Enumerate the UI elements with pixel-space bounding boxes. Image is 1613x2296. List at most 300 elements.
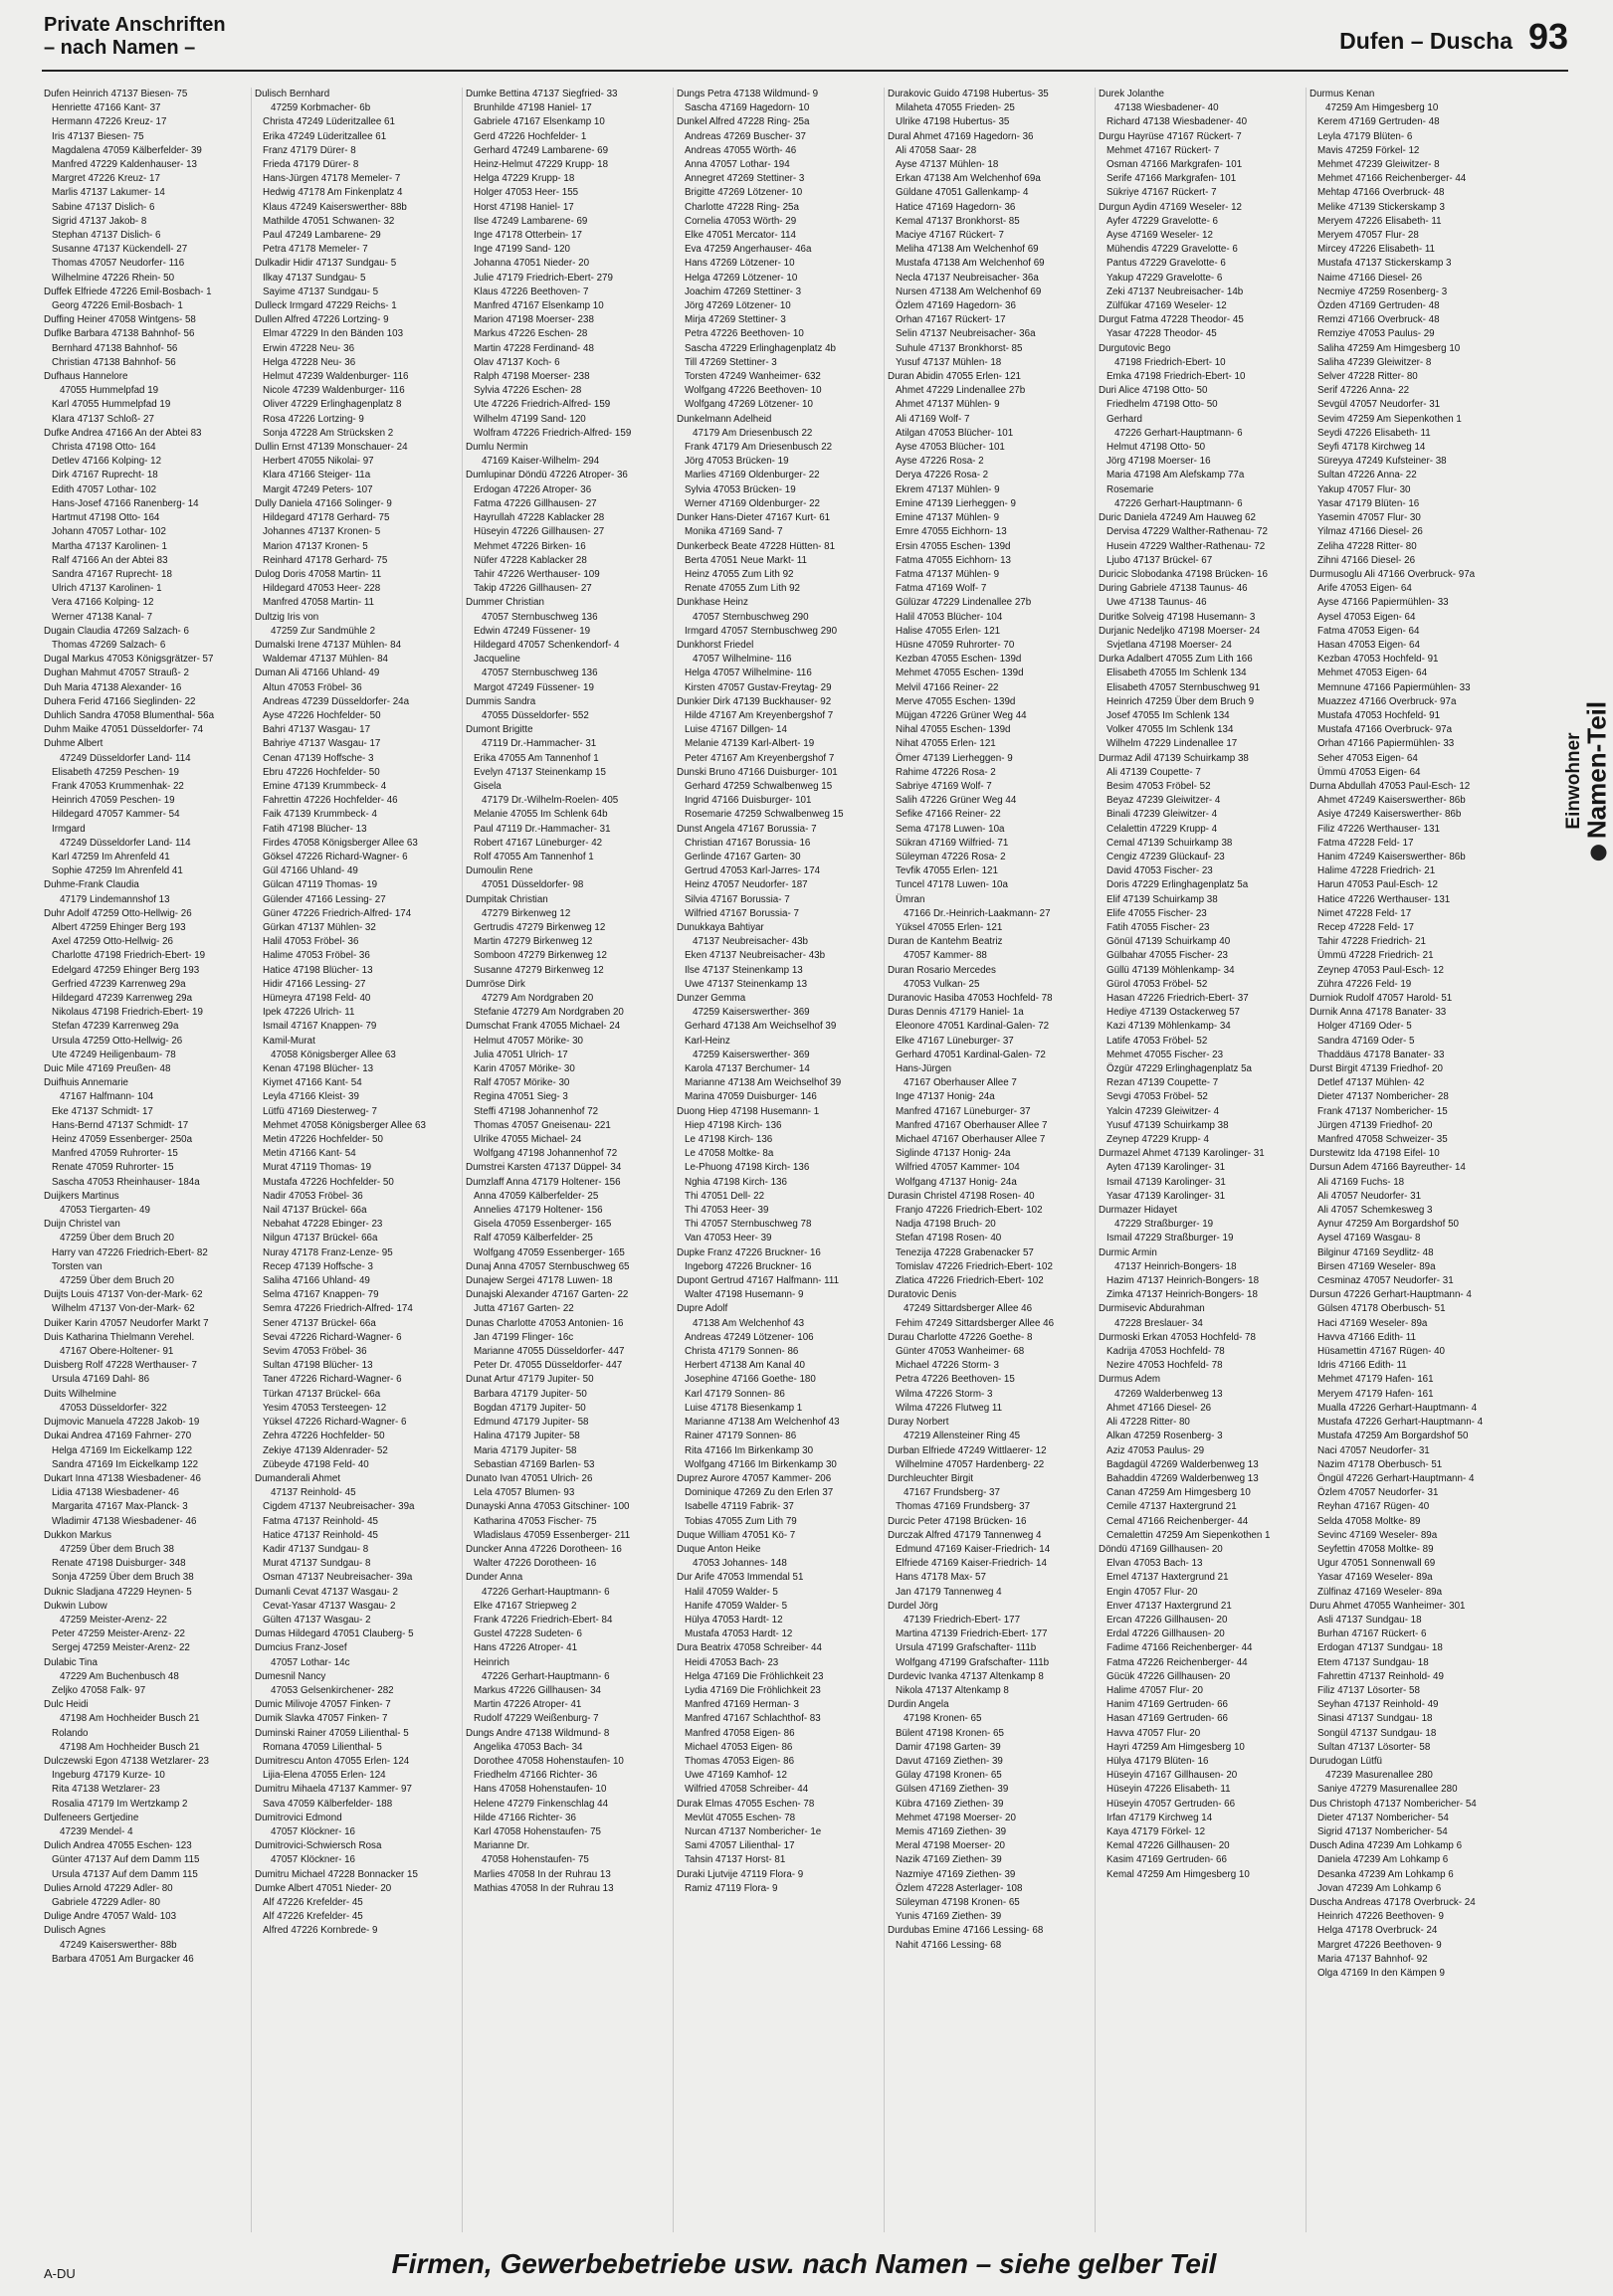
directory-entry: Memis 47169 Ziethen- 39	[896, 1825, 1007, 1837]
directory-entry: Dumik Slavka 47057 Finken- 7	[255, 1713, 388, 1725]
directory-entry: Dufhaus Hannelore	[44, 371, 128, 383]
directory-entry: Ayse 47137 Mühlen- 18	[896, 159, 999, 171]
directory-entry: Margit 47249 Peters- 107	[263, 483, 373, 495]
directory-entry: Dieter 47137 Nombericher- 28	[1317, 1091, 1449, 1103]
directory-entry: Kazi 47139 Möhlenkamp- 34	[1107, 1021, 1231, 1033]
directory-entry: Müjgan 47226 Grüner Weg 44	[896, 709, 1027, 721]
directory-entry: Dulige Andre 47057 Wald- 103	[44, 1911, 177, 1923]
directory-entry: Sevim 47259 Am Siepenkothen 1	[1317, 413, 1462, 425]
directory-entry: Sinasi 47137 Sundgau- 18	[1317, 1713, 1433, 1725]
directory-entry: Halil 47053 Fröbel- 36	[263, 936, 359, 948]
directory-entry: Gönül 47139 Schuirkamp 40	[1107, 936, 1231, 948]
directory-entry: Hatice 47169 Hagedorn- 36	[896, 201, 1016, 213]
directory-entry: Duhlich Sandra 47058 Blumenthal- 56a	[44, 709, 215, 721]
directory-entry: Seyfi 47178 Kirchweg 14	[1317, 442, 1426, 454]
directory-entry: Wolfgang 47059 Essenberger- 165	[474, 1246, 625, 1258]
directory-entry: Duijts Louis 47137 Von-der-Mark- 62	[44, 1289, 203, 1301]
directory-entry: Ilse 47249 Lambarene- 69	[474, 215, 588, 227]
directory-entry: Sylvia 47053 Brücken- 19	[685, 483, 796, 495]
directory-entry: Halil 47053 Blücher- 104	[896, 611, 1003, 623]
directory-entry: Herbert 47055 Nikolai- 97	[263, 456, 374, 468]
directory-entry: Gabriele 47229 Adler- 80	[52, 1897, 160, 1908]
directory-entry: Durmaz Adil 47139 Schuirkamp 38	[1099, 752, 1249, 764]
directory-entry: Marianne 47138 Am Weichselhof 39	[685, 1077, 842, 1089]
directory-entry: Walter 47198 Husemann- 9	[685, 1289, 804, 1301]
directory-entry: Mualla 47226 Gerhart-Hauptmann- 4	[1317, 1402, 1478, 1414]
directory-entry: Duran Abidin 47055 Erlen- 121	[888, 371, 1021, 383]
directory-entry: 47198 Am Hochheider Busch 21	[60, 1741, 200, 1753]
directory-entry: Marlies 47169 Oldenburger- 22	[685, 470, 820, 481]
directory-entry: Peter 47259 Meister-Arenz- 22	[52, 1628, 185, 1640]
directory-entry: Nuray 47178 Franz-Lenze- 95	[263, 1246, 393, 1258]
directory-entry: Dupke Franz 47226 Bruckner- 16	[677, 1246, 821, 1258]
directory-entry: Ercan 47226 Gillhausen- 20	[1107, 1614, 1228, 1626]
directory-entry: Halime 47057 Flur- 20	[1107, 1684, 1203, 1696]
listing-column	[888, 88, 1093, 2232]
directory-entry: Thi 47051 Dell- 22	[685, 1190, 765, 1202]
directory-entry: Ulrike 47198 Hubertus- 35	[896, 116, 1010, 128]
directory-entry: Manfred 47167 Lüneburger- 37	[896, 1105, 1031, 1117]
directory-entry: Duraki Ljutvije 47119 Flora- 9	[677, 1868, 804, 1880]
directory-entry: Luise 47178 Biesenkamp 1	[685, 1402, 803, 1414]
directory-entry: Thaddäus 47178 Banater- 33	[1317, 1049, 1445, 1060]
directory-entry: 47259 Kaiserswerther- 369	[693, 1049, 810, 1060]
directory-entry: Mustafa 47137 Stickerskamp 3	[1317, 258, 1452, 270]
directory-entry: Hedwig 47178 Am Finkenplatz 4	[263, 187, 403, 199]
directory-entry: Mustafa 47259 Am Borgardshof 50	[1317, 1431, 1469, 1442]
directory-entry: Kaya 47179 Förkel- 12	[1107, 1825, 1206, 1837]
directory-entry: Mathilde 47051 Schwanen- 32	[263, 215, 395, 227]
directory-entry: Maria 47137 Bahnhof- 92	[1317, 1953, 1428, 1965]
directory-entry: Mehmet 47058 Königsberger Allee 63	[263, 1119, 426, 1131]
directory-entry: Ursula 47137 Auf dem Damm 115	[52, 1868, 198, 1880]
directory-entry: Dunaj Anna 47057 Sternbuschweg 65	[466, 1260, 630, 1272]
directory-entry: Hans 47269 Lötzener- 10	[685, 258, 795, 270]
directory-entry: Murat 47137 Sundgau- 8	[263, 1558, 371, 1570]
directory-entry: Duminski Rainer 47059 Lilienthal- 5	[255, 1727, 409, 1739]
directory-entry: Zühra 47226 Feld- 19	[1317, 978, 1412, 990]
directory-entry: 47053 Johannes- 148	[693, 1558, 787, 1570]
directory-entry: Irfan 47179 Kirchweg 14	[1107, 1812, 1213, 1823]
directory-entry: Fehim 47249 Sittardsberger Allee 46	[896, 1317, 1055, 1329]
directory-entry: Hazim 47137 Heinrich-Bongers- 18	[1107, 1275, 1260, 1287]
directory-entry: 47057 Kammer- 88	[904, 950, 987, 962]
directory-entry: Gerhard 47249 Lambarene- 69	[474, 144, 609, 156]
directory-entry: Hümeyra 47198 Feld- 40	[263, 993, 371, 1004]
directory-entry: Torsten van	[52, 1260, 102, 1272]
directory-entry: Marianne Dr.	[474, 1840, 530, 1852]
directory-entry: Dulies Arnold 47229 Adler- 80	[44, 1882, 173, 1894]
directory-entry: Necmiye 47259 Rosenberg- 3	[1317, 286, 1448, 297]
directory-entry: Ali 47169 Fuchs- 18	[1317, 1176, 1405, 1188]
directory-entry: Aynur 47259 Am Borgardshof 50	[1317, 1219, 1459, 1231]
directory-entry: Recep 47139 Hoffsche- 3	[263, 1260, 373, 1272]
directory-entry: Elke 47167 Lüneburger- 37	[896, 1035, 1014, 1047]
directory-entry: Yasar 47139 Karolinger- 31	[1107, 1190, 1226, 1202]
directory-entry: Jacqueline	[474, 654, 520, 666]
directory-entry: Gisela	[474, 780, 502, 792]
directory-entry: Dumlupinar Döndü 47226 Atroper- 36	[466, 470, 628, 481]
section-side-tab	[1562, 617, 1612, 945]
directory-entry: Stefan 47198 Rosen- 40	[896, 1233, 1002, 1244]
directory-entry: Ursula 47199 Grafschafter- 111b	[896, 1642, 1037, 1654]
directory-entry: Erkan 47138 Am Welchenhof 69a	[896, 173, 1041, 185]
directory-entry: Elisabeth 47259 Peschen- 19	[52, 766, 179, 778]
directory-entry: Canan 47259 Am Himgesberg 10	[1107, 1487, 1251, 1499]
directory-entry: Dunder Anna	[466, 1572, 523, 1584]
directory-entry: Edmund 47179 Jupiter- 58	[474, 1417, 589, 1429]
section-title: Private Anschriften	[44, 14, 226, 36]
directory-entry: 47057 Sternbuschweg 136	[482, 611, 598, 623]
directory-entry: Hidir 47166 Lessing- 27	[263, 978, 366, 990]
directory-entry: Dujmovic Manuela 47228 Jakob- 19	[44, 1417, 200, 1429]
directory-entry: Kadrija 47053 Hochfeld- 78	[1107, 1346, 1225, 1358]
directory-entry: Wilfried 47057 Kammer- 104	[896, 1162, 1020, 1174]
directory-entry: 47137 Neubreisacher- 43b	[693, 936, 809, 948]
directory-entry: 47226 Gerhart-Hauptmann- 6	[1114, 497, 1243, 509]
directory-entry: Mustafa 47166 Overbruck- 97a	[1317, 724, 1453, 736]
directory-entry: Zübeyde 47198 Feld- 40	[263, 1458, 369, 1470]
directory-entry: Süleyman 47226 Rosa- 2	[896, 851, 1006, 862]
directory-entry: Margot 47249 Füssener- 19	[474, 681, 594, 693]
directory-entry: Sevgi 47053 Fröbel- 52	[1107, 1091, 1208, 1103]
directory-entry: Merve 47055 Eschen- 139d	[896, 695, 1016, 707]
directory-entry: Charlotte 47228 Ring- 25a	[685, 201, 799, 213]
directory-entry: Ismail 47167 Knappen- 79	[263, 1021, 377, 1033]
directory-entry: Stephan 47137 Dislich- 6	[52, 230, 161, 242]
listing-columns	[44, 88, 1520, 2232]
directory-entry: Yasar 47228 Theodor- 45	[1107, 328, 1217, 340]
directory-entry: Beyaz 47239 Gleiwitzer- 4	[1107, 795, 1221, 807]
directory-entry: Duhera Ferid 47166 Sieglinden- 22	[44, 695, 196, 707]
directory-entry: Hüseyin 47167 Gillhausen- 20	[1107, 1770, 1238, 1782]
directory-entry: Marianne 47055 Düsseldorfer- 447	[474, 1346, 625, 1358]
directory-entry: Renate 47198 Duisburger- 348	[52, 1558, 186, 1570]
directory-entry: Yusuf 47139 Schuirkamp 38	[1107, 1119, 1229, 1131]
directory-entry: Yakup 47057 Flur- 30	[1317, 483, 1411, 495]
directory-entry: Christa 47198 Otto- 164	[52, 442, 156, 454]
directory-entry: Helga 47057 Wilhelmine- 116	[685, 668, 812, 679]
directory-entry: Dunat Artur 47179 Jupiter- 50	[466, 1374, 594, 1386]
directory-entry: Duijkers Martinus	[44, 1190, 119, 1202]
directory-entry: Hilde 47167 Am Kreyenbergshof 7	[685, 709, 834, 721]
directory-entry: Durmazer Hidayet	[1099, 1205, 1177, 1217]
directory-entry: Pantus 47229 Gravelotte- 6	[1107, 258, 1226, 270]
directory-entry: 47269 Walderbenweg 13	[1114, 1388, 1223, 1400]
directory-entry: Duncker Anna 47226 Dorotheen- 16	[466, 1543, 622, 1555]
directory-entry: Duricic Slobodanka 47198 Brücken- 16	[1099, 568, 1268, 580]
directory-entry: Thomas 47169 Frundsberg- 37	[896, 1501, 1031, 1513]
directory-entry: Özden 47169 Gertruden- 48	[1317, 300, 1440, 312]
directory-entry: Franjo 47226 Friedrich-Ebert- 102	[896, 1205, 1043, 1217]
directory-entry: 47053 Düsseldorfer- 322	[60, 1402, 167, 1414]
directory-entry: 47179 Lindemannshof 13	[60, 893, 170, 905]
directory-entry: Anna 47057 Lothar- 194	[685, 159, 790, 171]
directory-entry: Heinz 47059 Essenberger- 250a	[52, 1134, 193, 1146]
directory-entry: Nail 47137 Brückel- 66a	[263, 1205, 367, 1217]
directory-entry: Rahime 47226 Rosa- 2	[896, 766, 996, 778]
directory-entry: Meliha 47138 Am Welchenhof 69	[896, 244, 1039, 256]
directory-entry: Güner 47226 Friedrich-Alfred- 174	[263, 907, 412, 919]
directory-entry: Gerhard 47259 Schwalbenweg 15	[685, 780, 833, 792]
directory-entry: Fatma 47226 Gillhausen- 27	[474, 497, 597, 509]
directory-entry: Elisabeth 47057 Sternbuschweg 91	[1107, 681, 1261, 693]
directory-entry: Dumesnil Nancy	[255, 1670, 326, 1682]
directory-entry: Margret 47226 Beethoven- 9	[1317, 1939, 1442, 1951]
directory-entry: 47167 Oberhauser Allee 7	[904, 1077, 1017, 1089]
directory-entry: Suhule 47137 Bronkhorst- 85	[896, 342, 1023, 354]
directory-entry: Regina 47051 Sieg- 3	[474, 1091, 568, 1103]
directory-entry: Kemal 47226 Gillhausen- 20	[1107, 1840, 1230, 1852]
directory-entry: Sayime 47137 Sundgau- 5	[263, 286, 379, 297]
directory-entry: Tahir 47226 Werthauser- 109	[474, 568, 600, 580]
directory-entry: Cemalettin 47259 Am Siepenkothen 1	[1107, 1529, 1271, 1541]
directory-entry: Irmgard 47057 Sternbuschweg 290	[685, 625, 838, 637]
directory-entry: Fatma 47228 Feld- 17	[1317, 837, 1414, 849]
directory-entry: Ute 47226 Friedrich-Alfred- 159	[474, 399, 611, 411]
directory-entry: Lydia 47169 Die Fröhlichkeit 23	[685, 1684, 821, 1696]
directory-entry: Nebahat 47228 Ebinger- 23	[263, 1219, 383, 1231]
directory-entry: Vera 47166 Kolping- 12	[52, 597, 154, 609]
directory-entry: Hediye 47139 Ostackerweg 57	[1107, 1007, 1240, 1019]
directory-entry: Dumröse Dirk	[466, 978, 525, 990]
directory-entry: 47119 Dr.-Hammacher- 31	[482, 738, 597, 750]
directory-entry: Hans 47058 Hohenstaufen- 10	[474, 1784, 607, 1796]
directory-entry: Wolfgang 47199 Grafschafter- 111b	[896, 1656, 1050, 1668]
directory-entry: Cornelia 47053 Wörth- 29	[685, 215, 797, 227]
directory-entry: 47179 Dr.-Wilhelm-Roelen- 405	[482, 795, 619, 807]
directory-entry: Gerhard 47138 Am Weichselhof 39	[685, 1021, 837, 1033]
directory-entry: Evelyn 47137 Steinenkamp 15	[474, 766, 606, 778]
directory-entry: Sylvia 47226 Eschen- 28	[474, 385, 582, 397]
directory-entry: Hildegard 47057 Schenkendorf- 4	[474, 639, 620, 651]
directory-entry: Mehmet 47167 Rückert- 7	[1107, 144, 1220, 156]
directory-entry: Dumke Albert 47051 Nieder- 20	[255, 1882, 392, 1894]
directory-entry: Sefike 47166 Reiner- 22	[896, 809, 1001, 821]
directory-entry: Emka 47198 Friedrich-Ebert- 10	[1107, 371, 1246, 383]
side-tab-label-2	[1582, 701, 1613, 861]
directory-entry: Hatice 47226 Werthauser- 131	[1317, 893, 1451, 905]
directory-entry: Osman 47166 Markgrafen- 101	[1107, 159, 1243, 171]
directory-entry: Elisabeth 47055 Im Schlenk 134	[1107, 668, 1247, 679]
directory-entry: 47226 Gerhart-Hauptmann- 6	[1114, 427, 1243, 439]
directory-entry: Tuncel 47178 Luwen- 10a	[896, 879, 1008, 891]
directory-entry: Edelgard 47259 Ehinger Berg 193	[52, 964, 200, 976]
directory-entry: Marion 47198 Moerser- 238	[474, 314, 594, 326]
directory-entry: Helga 47169 Im Eickelkamp 122	[52, 1444, 193, 1456]
directory-entry: Manfred 47059 Ruhrorter- 15	[52, 1148, 178, 1160]
directory-entry: Henriette 47166 Kant- 37	[52, 102, 161, 114]
directory-entry: Elif 47139 Schuirkamp 38	[1107, 893, 1218, 905]
directory-entry: Sultan 47226 Anna- 22	[1317, 470, 1417, 481]
directory-entry: Duritke Solveig 47198 Husemann- 3	[1099, 611, 1256, 623]
directory-entry: Heidi 47053 Bach- 23	[685, 1656, 779, 1668]
directory-entry: Sonja 47259 Über dem Bruch 38	[52, 1572, 194, 1584]
directory-entry: Duque Anton Heike	[677, 1543, 761, 1555]
directory-entry: Hilde 47166 Richter- 36	[474, 1812, 576, 1823]
directory-entry: Nezire 47053 Hochfeld- 78	[1107, 1360, 1223, 1372]
directory-entry: Hildegard 47239 Karrenweg 29a	[52, 993, 193, 1004]
directory-entry: Dunkerbeck Beate 47228 Hütten- 81	[677, 540, 836, 552]
directory-entry: Torsten 47249 Wanheimer- 632	[685, 371, 821, 383]
directory-entry: Manfred 47058 Eigen- 86	[685, 1727, 795, 1739]
directory-entry: Durst Birgit 47139 Friedhof- 20	[1310, 1063, 1443, 1075]
directory-entry: Altun 47053 Fröbel- 36	[263, 681, 362, 693]
directory-entry: Tahsin 47137 Horst- 81	[685, 1854, 786, 1866]
directory-entry: Sigrid 47137 Jakob- 8	[52, 215, 147, 227]
directory-entry: Dulabic Tina	[44, 1656, 98, 1668]
directory-entry: Peter 47167 Am Kreyenbergshof 7	[685, 752, 835, 764]
directory-entry: Duis Katharina Thielmann Verehel.	[44, 1331, 195, 1343]
directory-entry: 47138 Wiesbadener- 40	[1114, 102, 1219, 114]
directory-entry: Magdalena 47059 Kälberfelder- 39	[52, 144, 202, 156]
directory-entry: Ümran	[896, 893, 925, 905]
directory-entry: Emine 47139 Lierheggen- 9	[896, 497, 1016, 509]
directory-entry: Ingeburg 47179 Kurze- 10	[52, 1770, 165, 1782]
directory-entry: Ute 47249 Heiligenbaum- 78	[52, 1049, 176, 1060]
directory-entry: Monika 47169 Sand- 7	[685, 526, 783, 538]
directory-entry: Nihat 47055 Erlen- 121	[896, 738, 996, 750]
directory-entry: 47167 Obere-Holtener- 91	[60, 1346, 174, 1358]
directory-entry: Karl-Heinz	[685, 1035, 730, 1047]
directory-entry: Helga 47178 Overbruck- 24	[1317, 1925, 1438, 1937]
directory-entry: Salih 47226 Grüner Weg 44	[896, 795, 1017, 807]
directory-entry: Leyla 47179 Blüten- 6	[1317, 130, 1413, 142]
directory-entry: Heinrich 47226 Beethoven- 9	[1317, 1911, 1444, 1923]
directory-entry: David 47053 Fischer- 23	[1107, 865, 1213, 877]
directory-entry: Thomas 47053 Eigen- 86	[685, 1755, 795, 1767]
directory-entry: Dulich Andrea 47055 Eschen- 123	[44, 1840, 192, 1852]
directory-entry: Berta 47051 Neue Markt- 11	[685, 554, 807, 566]
directory-entry: Walter 47226 Dorotheen- 16	[474, 1558, 597, 1570]
directory-entry: Zeljko 47058 Falk- 97	[52, 1684, 146, 1696]
directory-entry: Ümmü 47053 Eigen- 64	[1317, 766, 1421, 778]
directory-entry: Mehmet 47198 Moerser- 20	[896, 1812, 1016, 1823]
directory-entry: Fatma 47137 Mühlen- 9	[896, 568, 1000, 580]
directory-entry: 47259 Über dem Bruch 20	[60, 1275, 174, 1287]
directory-entry: Ralf 47057 Mörike- 30	[474, 1077, 570, 1089]
directory-entry: Naime 47166 Diesel- 26	[1317, 272, 1423, 284]
directory-entry: Sonja 47228 Am Strücksken 2	[263, 427, 394, 439]
directory-entry: Gerhard	[1107, 413, 1142, 425]
directory-entry: Marianne 47138 Am Welchenhof 43	[685, 1417, 840, 1429]
directory-entry: Engin 47057 Flur- 20	[1107, 1586, 1198, 1598]
directory-entry: Melanie 47139 Karl-Albert- 19	[685, 738, 815, 750]
directory-entry: Hans 47178 Max- 57	[896, 1572, 986, 1584]
column-divider	[251, 88, 252, 2232]
directory-entry: Mustafa 47226 Gerhart-Hauptmann- 4	[1317, 1417, 1484, 1429]
directory-entry: Tenezija 47228 Grabenacker 57	[896, 1246, 1034, 1258]
directory-entry: Edith 47057 Lothar- 102	[52, 483, 157, 495]
directory-entry: Wilhelmine 47226 Rhein- 50	[52, 272, 175, 284]
directory-entry: 47167 Halfmann- 104	[60, 1091, 154, 1103]
directory-entry: Saliha 47239 Gleiwitzer- 8	[1317, 356, 1432, 368]
directory-entry: Hermann 47226 Kreuz- 17	[52, 116, 167, 128]
directory-entry: Zeki 47137 Neubreisacher- 14b	[1107, 286, 1244, 297]
directory-entry: 47057 Sternbuschweg 136	[482, 668, 598, 679]
directory-entry: Dupont Gertrud 47167 Halfmann- 111	[677, 1275, 840, 1287]
directory-entry: Fatma 47055 Eichhorn- 13	[896, 554, 1011, 566]
directory-entry: Dirk 47167 Ruprecht- 18	[52, 470, 158, 481]
directory-entry: Dunkelmann Adelheid	[677, 413, 772, 425]
directory-entry: Gül 47166 Uhland- 49	[263, 865, 358, 877]
directory-entry: Gustel 47228 Sudeten- 6	[474, 1628, 582, 1640]
directory-entry: Duric Daniela 47249 Am Hauweg 62	[1099, 512, 1256, 524]
directory-entry: Hanife 47059 Walder- 5	[685, 1600, 788, 1612]
directory-entry: Heinz 47057 Neudorfer- 187	[685, 879, 808, 891]
directory-entry: Manfred 47167 Oberhauser Allee 7	[896, 1119, 1048, 1131]
directory-entry: Zülfinaz 47169 Weseler- 89a	[1317, 1586, 1443, 1598]
page-number: 93	[1527, 16, 1568, 57]
directory-entry: Klaus 47249 Kaiserswerther- 88b	[263, 201, 407, 213]
directory-entry: Kadir 47137 Sundgau- 8	[263, 1543, 369, 1555]
directory-entry: Binali 47239 Gleiwitzer- 4	[1107, 809, 1218, 821]
directory-entry: Memnune 47166 Papiermühlen- 33	[1317, 681, 1471, 693]
directory-entry: Kerem 47169 Gertruden- 48	[1317, 116, 1440, 128]
directory-entry: Romana 47059 Lilienthal- 5	[263, 1741, 382, 1753]
directory-entry: Emine 47137 Mühlen- 9	[896, 512, 1000, 524]
directory-entry: Dumlu Nermin	[466, 442, 528, 454]
directory-entry: Ali 47057 Neudorfer- 31	[1317, 1190, 1422, 1202]
directory-entry: Mehtap 47166 Overbruck- 48	[1317, 187, 1445, 199]
directory-entry: Sevgül 47057 Neudorfer- 31	[1317, 399, 1441, 411]
directory-entry: Fatma 47169 Wolf- 7	[896, 583, 987, 595]
directory-entry: Atilgan 47053 Blücher- 101	[896, 427, 1014, 439]
directory-entry: 47229 Am Buchenbusch 48	[60, 1670, 179, 1682]
directory-entry: Seyfettin 47058 Moltke- 89	[1317, 1543, 1434, 1555]
directory-entry: Dumont Brigitte	[466, 724, 533, 736]
directory-entry: Kirsten 47057 Gustav-Freytag- 29	[685, 681, 832, 693]
directory-entry: Durdevic Ivanka 47137 Altenkamp 8	[888, 1670, 1044, 1682]
listing-column	[255, 88, 460, 2232]
directory-entry: Erdogan 47137 Sundgau- 18	[1317, 1642, 1443, 1654]
directory-entry: Nüfer 47228 Kablacker 28	[474, 554, 587, 566]
directory-entry: Dumstrei Karsten 47137 Düppel- 34	[466, 1162, 622, 1174]
directory-entry: Yasar 47179 Blüten- 16	[1317, 497, 1420, 509]
directory-entry: 47279 Birkenweg 12	[482, 907, 571, 919]
directory-entry: Bahri 47137 Wasgau- 17	[263, 724, 371, 736]
directory-entry: Rita 47138 Wetzlarer- 23	[52, 1784, 160, 1796]
directory-entry: Dusch Adina 47239 Am Lohkamp 6	[1310, 1840, 1463, 1852]
directory-entry: Selma 47167 Knappen- 79	[263, 1289, 379, 1301]
footer-note: Firmen, Gewerbebetriebe usw. nach Namen – siehe gelber Teil	[391, 2248, 1217, 2279]
directory-entry: Sabriye 47169 Wolf- 7	[896, 780, 992, 792]
directory-entry: Detlev 47166 Kolping- 12	[52, 456, 162, 468]
directory-entry: Oliver 47229 Erlinghagenplatz 8	[263, 399, 402, 411]
directory-entry: Johanna 47051 Nieder- 20	[474, 258, 590, 270]
directory-entry: Michael 47167 Oberhauser Allee 7	[896, 1134, 1046, 1146]
directory-entry: Dumas Hildegard 47051 Clauberg- 5	[255, 1628, 414, 1640]
directory-entry: Ugur 47051 Sonnenwall 69	[1317, 1558, 1436, 1570]
directory-entry: Ilse 47137 Steinenkamp 13	[685, 964, 803, 976]
directory-entry: Frank 47053 Krummenhak- 22	[52, 780, 184, 792]
directory-entry: Rosa 47226 Lortzing- 9	[263, 413, 364, 425]
directory-entry: 47249 Sittardsberger Allee 46	[904, 1303, 1033, 1315]
directory-entry: 47057 Klöckner- 16	[271, 1825, 355, 1837]
directory-entry: Ralph 47198 Moerser- 238	[474, 371, 590, 383]
directory-entry: Holger 47169 Oder- 5	[1317, 1021, 1412, 1033]
directory-entry: Hans-Jürgen	[896, 1063, 952, 1075]
directory-entry: Durmisevic Abdurahman	[1099, 1303, 1205, 1315]
directory-entry: Durgu Hayrüse 47167 Rückert- 7	[1099, 130, 1242, 142]
directory-entry: Frank 47137 Nombericher- 15	[1317, 1105, 1448, 1117]
directory-entry: Rudolf 47229 Weißenburg- 7	[474, 1713, 599, 1725]
directory-entry: 47057 Sternbuschweg 290	[693, 611, 809, 623]
directory-entry: Ahmet 47249 Kaiserswerther- 86b	[1317, 795, 1466, 807]
directory-entry: Ebru 47226 Hochfelder- 50	[263, 766, 380, 778]
directory-entry: Gülten 47137 Wasgau- 2	[263, 1614, 371, 1626]
directory-entry: Duprez Aurore 47057 Kammer- 206	[677, 1472, 832, 1484]
